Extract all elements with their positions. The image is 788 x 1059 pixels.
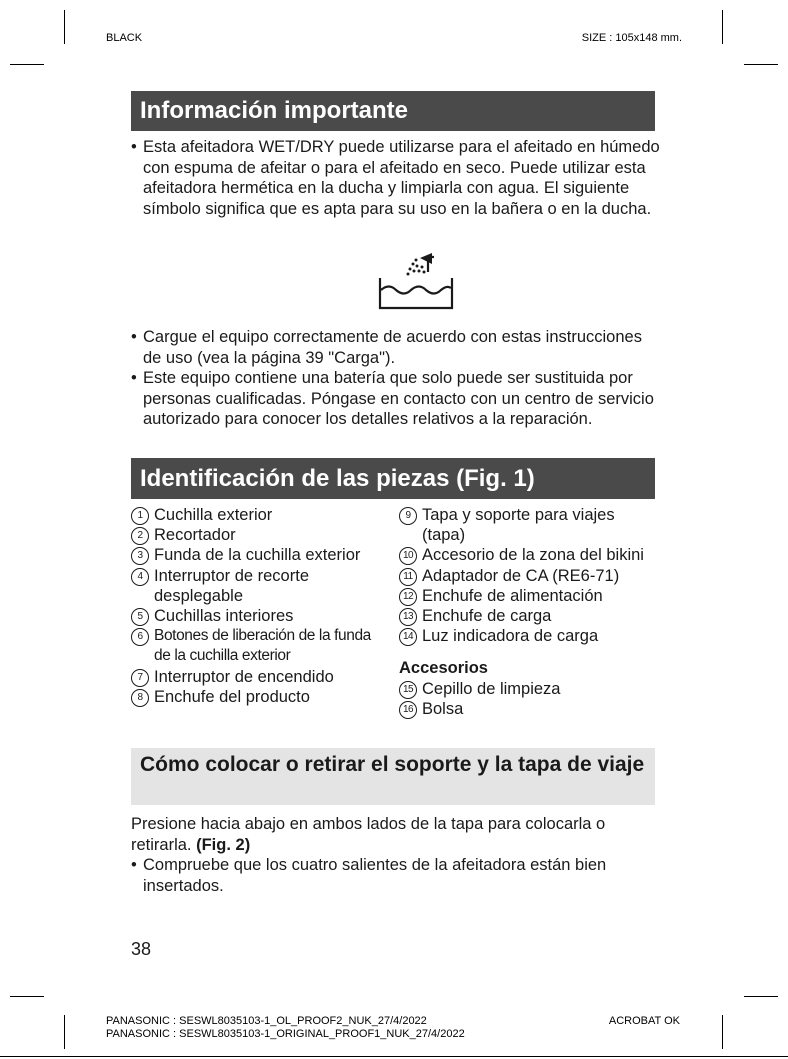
section-title-travel-cover: Cómo colocar o retirar el soporte y la tapa de viaje [131, 748, 655, 805]
parts-list-left [131, 505, 389, 707]
bath-shower-icon [370, 248, 460, 314]
crop-mark [744, 996, 778, 997]
footer-proof-line-1: PANASONIC : SESWL8035103-1_OL_PROOF2_NUK_27/4/2022 [106, 1015, 427, 1027]
list-item: 6 Botones de liberación de la funda de la cuchilla exterior [131, 626, 389, 666]
crop-mark [10, 996, 44, 997]
list-item: 7 Interruptor de encendido [131, 667, 389, 687]
figure-reference: (Fig. 2) [196, 835, 251, 854]
list-item: 1 Cuchilla exterior [131, 505, 389, 525]
list-item: 9 Tapa y soporte para viajes (tapa) [399, 505, 657, 545]
paragraph: Presione hacia abajo en ambos lados de la tapa para colocarla o retirarla. (Fig. 2) [131, 815, 606, 854]
list-item: 11 Adaptador de CA (RE6-71) [399, 566, 657, 586]
bullet-protrusions: • Compruebe que los cuatro salientes de la afeitadora están bien insertados. [131, 855, 661, 896]
crop-mark [64, 1015, 65, 1049]
bullet-wet-dry: • Esta afeitadora WET/DRY puede utilizarse para el afeitado en húmedo con espuma de afeitar o para el afeitado en seco. Puede utilizar esta afeitadora hermética en la ducha y limpiarla con agua. El siguiente símbolo significa que es apta para su uso en la bañera o en la ducha. [131, 137, 661, 219]
bullet-battery: • Este equipo contiene una batería que solo puede ser sustituida por personas cualificadas. Póngase en contacto con un centro de servicio autorizado para conocer los detalles relativos a la reparación. [131, 368, 661, 430]
crop-mark [722, 1015, 723, 1049]
parts-list-right [399, 505, 657, 719]
crop-mark [744, 64, 778, 65]
list-item: 13 Enchufe de carga [399, 606, 657, 626]
section-title-parts-identification: Identificación de las piezas (Fig. 1) [131, 458, 655, 499]
header-size-label: SIZE : 105x148 mm. [581, 32, 682, 44]
list-item: 3 Funda de la cuchilla exterior [131, 545, 389, 565]
section-title-important-info: Información importante [131, 91, 655, 131]
section-important-info-body [131, 137, 661, 219]
list-item: 5 Cuchillas interiores [131, 606, 389, 626]
bottom-rule [0, 1056, 788, 1057]
header-color-label: BLACK [106, 32, 143, 44]
list-item: 14 Luz indicadora de carga [399, 626, 657, 646]
section-travel-cover-body [131, 814, 661, 896]
footer-proof-line-2: PANASONIC : SESWL8035103-1_ORIGINAL_PROOF1_NUK_27/4/2022 [106, 1028, 465, 1040]
list-item: 16 Bolsa [399, 699, 657, 719]
list-item: 15 Cepillo de limpieza [399, 679, 657, 699]
list-item: 12 Enchufe de alimentación [399, 586, 657, 606]
footer-approval-label: ACROBAT OK [608, 1015, 680, 1027]
page-number: 38 [131, 939, 152, 959]
accessories-heading: Accesorios [399, 659, 488, 678]
list-item: 8 Enchufe del producto [131, 687, 389, 707]
crop-mark [10, 64, 44, 65]
list-item: 10 Accesorio de la zona del bikini [399, 545, 657, 565]
list-item: 4 Interruptor de recorte desplegable [131, 566, 389, 606]
crop-mark [722, 10, 723, 44]
list-item: 2 Recortador [131, 525, 389, 545]
bullet-charge: • Cargue el equipo correctamente de acuerdo con estas instrucciones de uso (vea la página 39 "Carga"). [131, 327, 661, 368]
section-important-info-body-2 [131, 327, 661, 430]
crop-mark [64, 10, 65, 44]
